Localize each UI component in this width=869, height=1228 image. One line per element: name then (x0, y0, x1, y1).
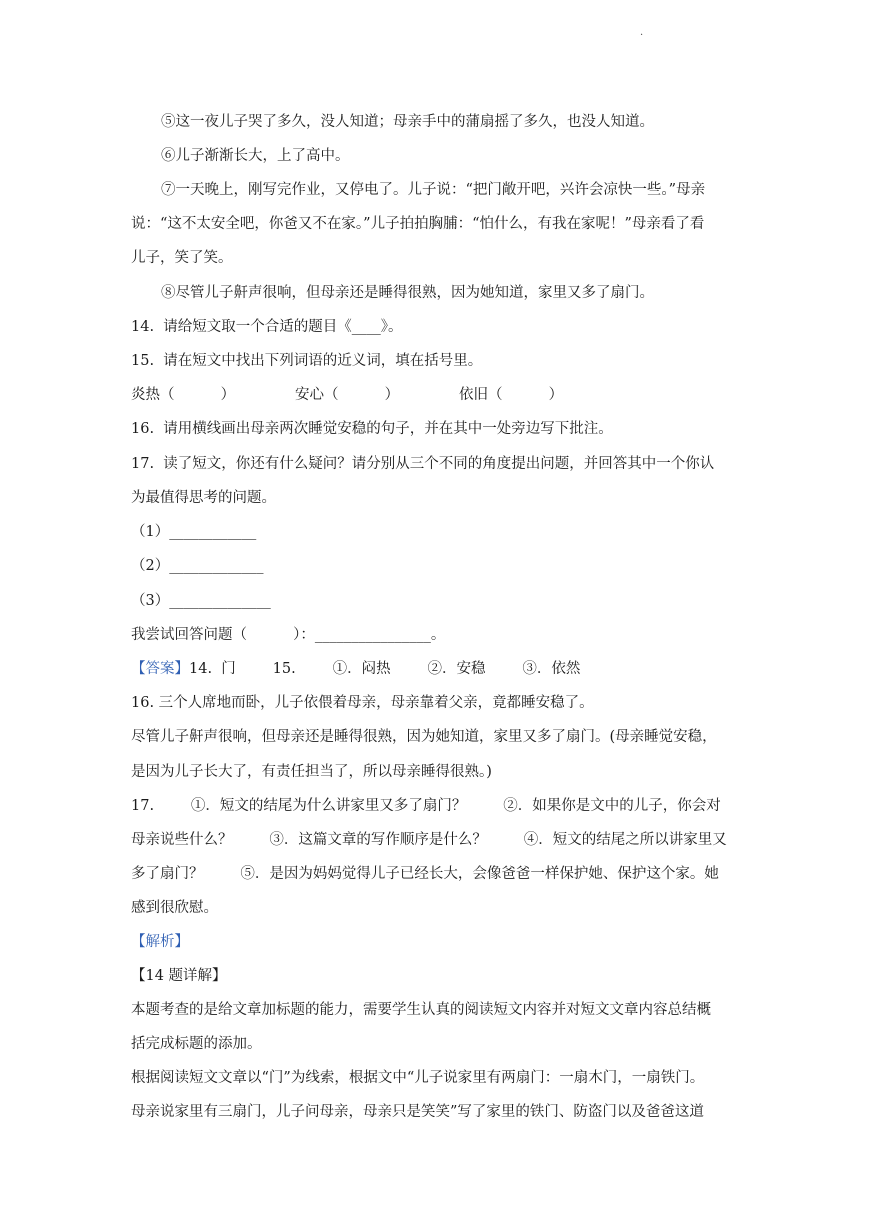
answer-line-3: 尽管儿子鼾声很响，但母亲还是睡得很熟，因为她知道，家里又多了扇门。(母亲睡觉安稳， (131, 729, 717, 745)
question-17-blank-2: （2）_____________ (131, 558, 264, 574)
question-16: 16. 请用横线画出母亲两次睡觉安稳的句子，并在其中一处旁边写下批注。 (131, 421, 613, 437)
paragraph-7-line-2: 说：“这不太安全吧，你爸又不在家。”儿子拍拍胸脯：“怕什么，有我在家呢！”母亲看了看 (131, 216, 705, 232)
answer-line-7: 多了扇门？ ⑤．是因为妈妈觉得儿子已经长大，会像爸爸一样保护她、保护这个家。她 (131, 866, 719, 882)
analysis-line-2: 括完成标题的添加。 (131, 1036, 262, 1052)
question-14: 14. 请给短文取一个合适的题目《____》。 (131, 319, 403, 335)
paragraph-7-line-1: ⑦一天晚上，刚写完作业，又停电了。儿子说：“把门敞开吧，兴许会凉快一些。”母亲 (161, 182, 706, 198)
analysis-tag: 【解析】 (131, 934, 189, 950)
paragraph-7-line-3: 儿子，笑了笑。 (131, 250, 233, 266)
answer-line-1-text: 14. 门 15. ①．闷热 ②．安稳 ③．依然 (189, 661, 581, 677)
answer-line-5: 17. ①．短文的结尾为什么讲家里又多了扇门？ ②．如果你是文中的儿子，你会对 (131, 798, 721, 814)
answer-line-8: 感到很欣慰。 (131, 900, 218, 916)
question-17-try-answer: 我尝试回答问题（ ）：________________。 (131, 627, 446, 643)
paragraph-6: ⑥儿子渐渐长大，上了高中。 (161, 148, 350, 164)
answer-tag: 【答案】 (131, 661, 189, 677)
paragraph-5: ⑤这一夜儿子哭了多久，没人知道；母亲手中的蒲扇摇了多久，也没人知道。 (161, 114, 654, 130)
analysis-line-3: 根据阅读短文文章以“门”为线索，根据文中“儿子说家里有两扇门：一扇木门，一扇铁门。 (131, 1070, 705, 1086)
answer-line-4: 是因为儿子长大了，有责任担当了，所以母亲睡得很熟。) (131, 764, 492, 780)
analysis-subheading: 【14 题详解】 (131, 968, 227, 984)
question-15-words: 炎热（ ） 安心（ ） 依旧（ ） (131, 387, 564, 403)
analysis-line-4: 母亲说家里有三扇门，儿子问母亲，母亲只是笑笑”写了家里的铁门、防盗门以及爸爸这道 (131, 1104, 704, 1120)
answer-line-2: 16. 三个人席地而卧，儿子依偎着母亲，母亲靠着父亲，竟都睡安稳了。 (131, 695, 594, 711)
answer-line-6: 母亲说些什么？ ③．这篇文章的写作顺序是什么？ ④．短文的结尾之所以讲家里又 (131, 832, 727, 848)
paragraph-8: ⑧尽管儿子鼾声很响，但母亲还是睡得很熟，因为她知道，家里又多了扇门。 (161, 285, 654, 301)
question-17-line-1: 17. 读了短文，你还有什么疑问？请分别从三个不同的角度提出问题，并回答其中一个你认 (131, 456, 715, 472)
answer-line-1 (131, 659, 741, 679)
question-17-blank-1: （1）____________ (131, 524, 257, 540)
question-15: 15. 请在短文中找出下列词语的近义词，填在括号里。 (131, 353, 483, 369)
analysis-line-1: 本题考查的是给文章加标题的能力，需要学生认真的阅读短文内容并对短文文章内容总结概 (131, 1002, 711, 1018)
question-17-line-2: 为最值得思考的问题。 (131, 490, 276, 506)
header-mark: · (640, 30, 644, 41)
question-17-blank-3: （3）______________ (131, 593, 271, 609)
